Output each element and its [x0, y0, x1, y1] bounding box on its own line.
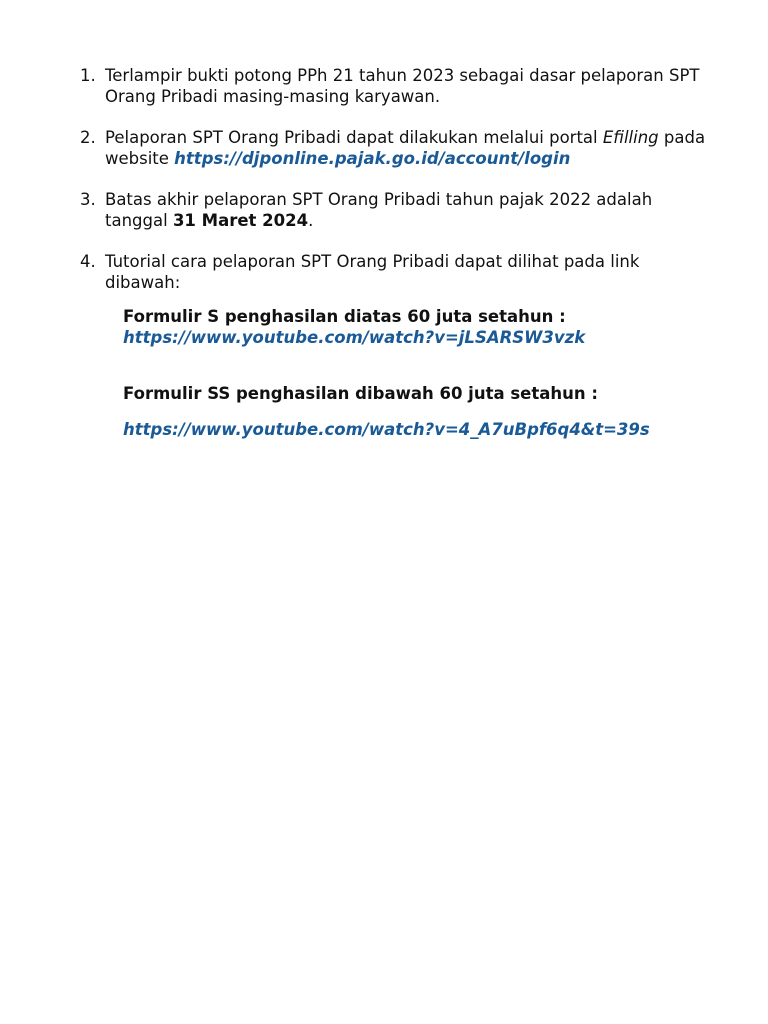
list-number: 3.: [80, 190, 96, 209]
list-item-1: [80, 65, 720, 107]
list-item-2: [80, 127, 720, 169]
text-segment: website: [105, 149, 175, 168]
text-line: [105, 148, 720, 169]
list-item-3: [80, 189, 720, 231]
tutorial-link-ss[interactable]: https://www.youtube.com/watch?v=4_A7uBpf6q4&t=39s: [123, 420, 650, 439]
djponline-link[interactable]: https://djponline.pajak.go.id/account/login: [174, 149, 571, 168]
text-line: dibawah:: [105, 273, 181, 292]
list-item-text: [105, 251, 720, 293]
text-line: [105, 127, 720, 148]
tutorial-title-ss: Formulir SS penghasilan dibawah 60 juta setahun :: [123, 384, 598, 403]
list-item-4: [80, 251, 720, 293]
tutorial-formulir-s: [123, 306, 585, 348]
text-segment: Pelaporan SPT Orang Pribadi dapat dilakukan melalui portal: [105, 128, 603, 147]
text-segment: tanggal: [105, 211, 173, 230]
tutorial-title: Formulir S penghasilan diatas 60 juta setahun :: [123, 307, 566, 326]
text-line: [105, 210, 720, 231]
tutorial-formulir-ss: [123, 419, 650, 440]
text-line: Tutorial cara pelaporan SPT Orang Pribadi dapat dilihat pada link: [105, 252, 640, 271]
deadline-date: 31 Maret 2024: [172, 211, 309, 230]
tutorial-link-s[interactable]: https://www.youtube.com/watch?v=jLSARSW3vzk: [123, 328, 586, 347]
efilling-term: Efilling: [602, 128, 659, 147]
text-line: Batas akhir pelaporan SPT Orang Pribadi tahun pajak 2022 adalah: [105, 190, 653, 209]
text-line: Terlampir bukti potong PPh 21 tahun 2023 sebagai dasar pelaporan SPT: [105, 66, 700, 85]
list-item-text: [105, 65, 720, 107]
list-number: 1.: [80, 66, 96, 85]
list-item-text: [105, 189, 720, 231]
list-number: 2.: [80, 128, 96, 147]
text-segment: pada: [658, 128, 706, 147]
text-segment: .: [308, 211, 314, 230]
list-number: 4.: [80, 252, 96, 271]
list-item-text: [105, 127, 720, 169]
text-line: Orang Pribadi masing-masing karyawan.: [105, 87, 441, 106]
